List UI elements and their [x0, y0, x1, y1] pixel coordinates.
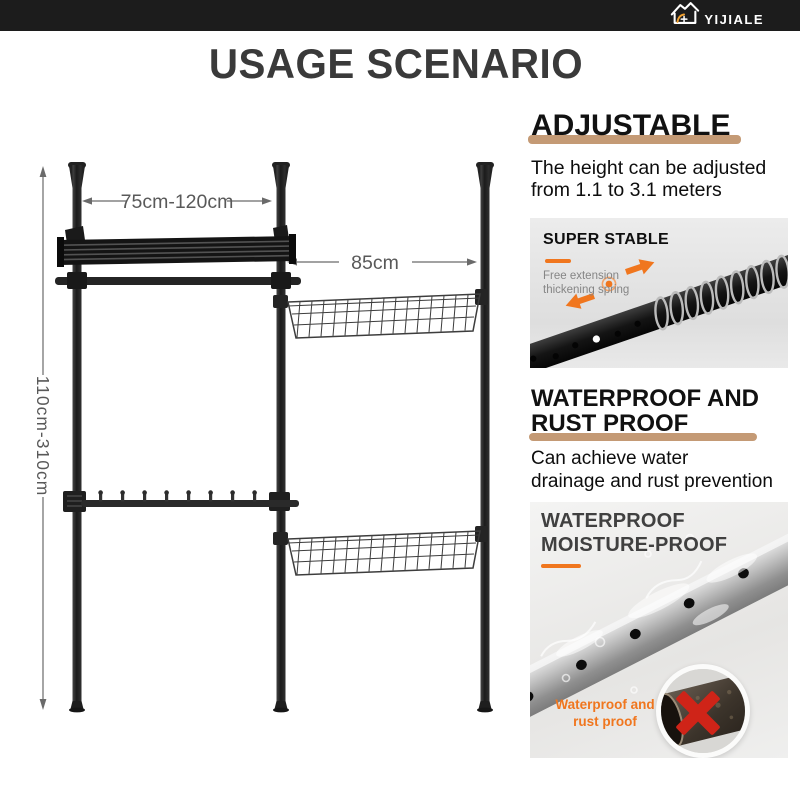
waterproof-body — [531, 447, 773, 493]
super-stable-label: SUPER STABLE — [543, 231, 669, 248]
span-label: 85cm — [351, 252, 399, 274]
super-stable-image — [530, 218, 788, 368]
dim-arrow-right — [262, 197, 272, 204]
adjustable-body-line1: The height can be adjusted — [531, 157, 767, 179]
hook-bar — [63, 490, 299, 512]
waterproof-image — [530, 502, 788, 758]
dim-arrow-right2 — [467, 258, 477, 265]
rack-diagram — [15, 140, 520, 772]
house-icon — [669, 0, 701, 32]
dim-arrow-down — [40, 699, 47, 710]
brand-logo — [669, 2, 764, 30]
brand-name: YIJIALE — [704, 11, 764, 27]
height-label: 110cm-310cm — [33, 375, 53, 497]
waterproof-image-label2: MOISTURE-PROOF — [541, 534, 728, 556]
dim-arrow-up — [40, 166, 47, 177]
adjustable-body-line2: from 1.1 to 3.1 meters — [531, 179, 722, 201]
waterproof-caption-line1: Waterproof and — [555, 697, 655, 712]
wire-basket-upper — [273, 289, 488, 338]
rusty-pipe-inset — [656, 664, 750, 758]
waterproof-body-line2: drainage and rust prevention — [531, 471, 773, 492]
waterproof-heading-line2: RUST PROOF — [531, 410, 689, 437]
waterproof-heading-line1: WATERPROOF AND — [531, 385, 759, 412]
page-title: USAGE SCENARIO — [208, 40, 584, 87]
waterproof-heading — [531, 386, 759, 436]
adjustable-body — [531, 157, 766, 201]
width-label: 75cm-120cm — [120, 191, 234, 213]
wire-basket-lower — [273, 526, 488, 575]
super-stable-dash — [545, 259, 571, 263]
super-stable-subtext — [543, 269, 629, 297]
waterproof-image-label — [541, 509, 727, 557]
waterproof-body-line1: Can achieve water — [531, 448, 689, 469]
super-stable-sub2: thickening spring — [543, 284, 630, 296]
waterproof-dash — [541, 564, 581, 568]
waterproof-caption — [538, 696, 672, 730]
dim-arrow-left — [82, 197, 92, 204]
adjustable-heading: ADJUSTABLE — [531, 109, 731, 142]
waterproof-caption-line2: rust proof — [573, 714, 637, 729]
hanging-rod — [55, 272, 301, 289]
waterproof-image-label1: WATERPROOF — [541, 510, 685, 532]
top-shelf — [57, 225, 296, 267]
super-stable-sub1: Free extension — [543, 270, 620, 282]
